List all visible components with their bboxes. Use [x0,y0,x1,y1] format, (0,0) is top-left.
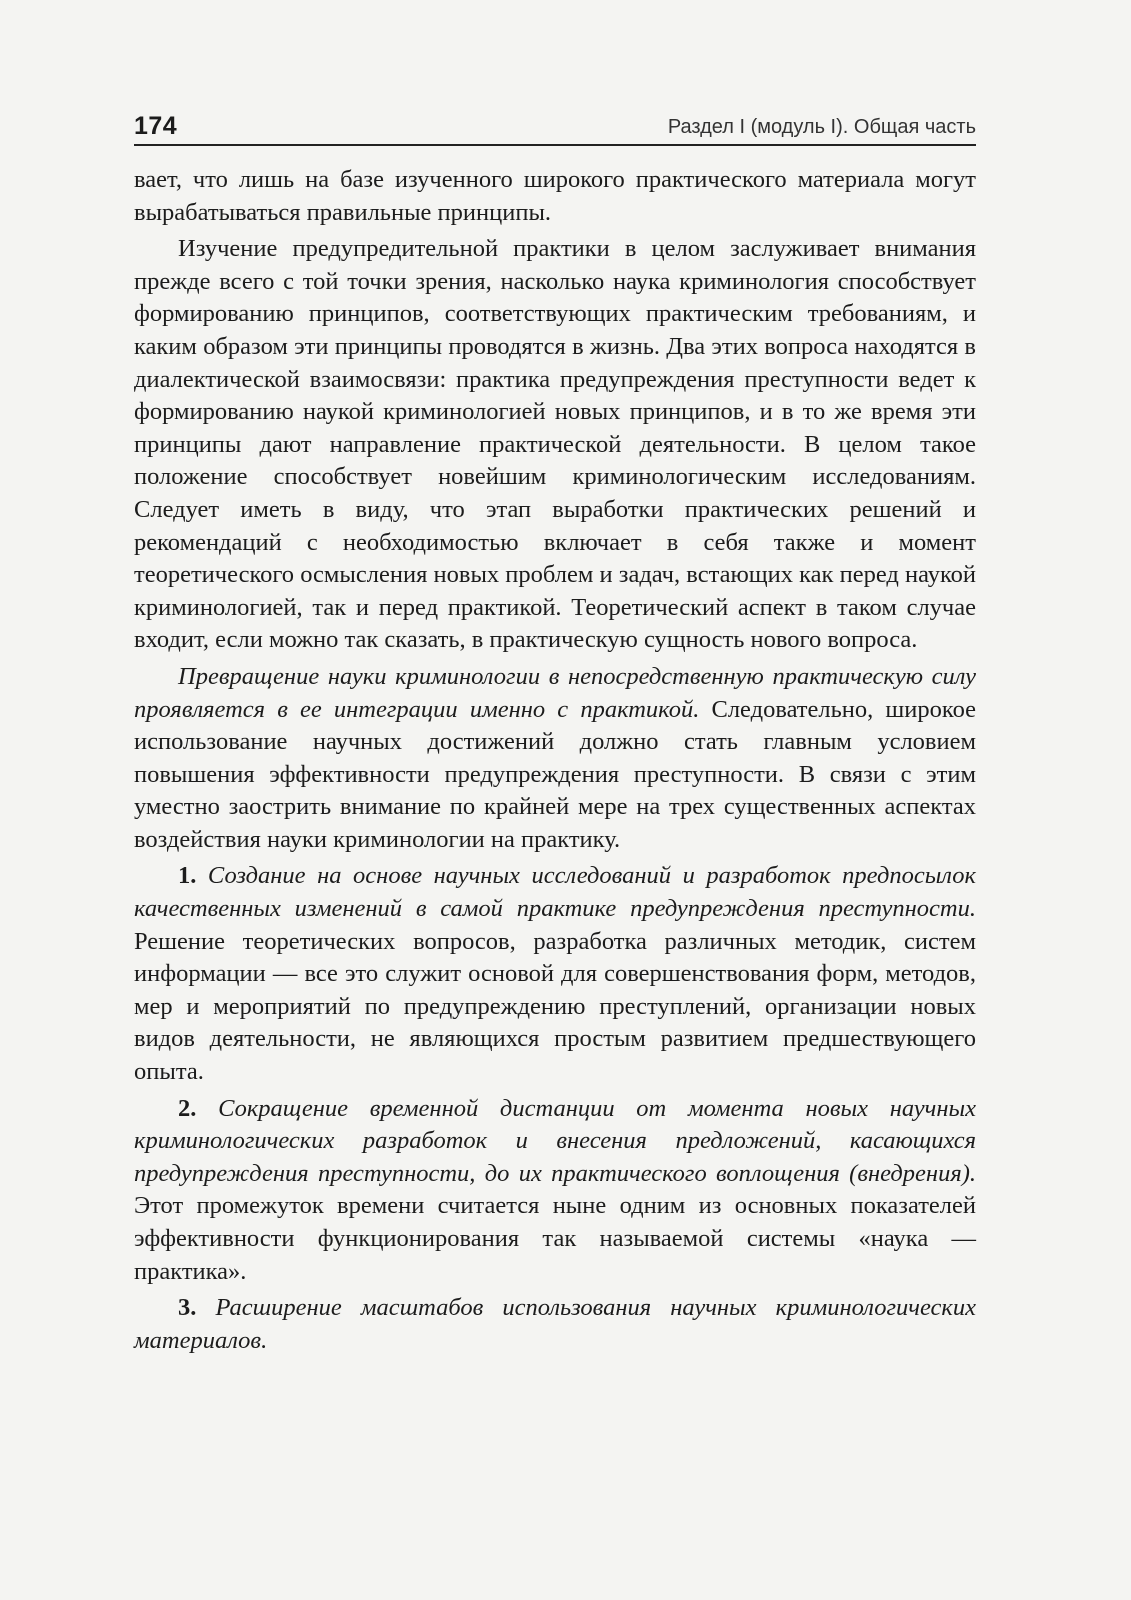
item-number: 3. [178,1294,197,1322]
page-number: 174 [134,112,178,140]
paragraph-text: Этот промежуток времени считается ныне одним из основных показателей эффективности функционирования так называемой системы «наука — практика». [134,1192,976,1285]
emphasis-text: Сокращение временной дистанции от момента новых научных криминологических разработок и внесения предложений, касающихся предупреждения преступности, до их практического воплощения (внедрения). [134,1094,976,1187]
numbered-item-1 [134,860,976,1088]
emphasis-text: Создание на основе научных исследований и разработок предпосылок качественных изменений в самой практике предупреждения преступности. [134,862,976,923]
emphasis-text: Превращение науки криминологии в непосредственную практическую силу проявляется в ее интеграции именно с практикой. [134,662,976,723]
paragraph-text: Следовательно, широкое использование научных достижений должно стать главным условием повышения эффективности предупреждения преступности. В связи с этим уместно заострить внимание по крайней мере на трех существенных аспектах воздействия науки криминологии на практику. [134,695,976,853]
paragraph-text: Решение теоретических вопросов, разработка различных методик, систем информации — все это служит основой для совершенствования форм, методов, мер и мероприятий по предупреждению преступлений, организации новых видов деятельности, не являющихся простым развитием предшествующего опыта. [134,927,976,1086]
page-body [134,164,976,1361]
paragraph-continuation: вает, что лишь на базе изученного широкого практического материала могут вырабатываться правильные принципы. [134,166,976,226]
running-head: Раздел I (модуль I). Общая часть [667,116,976,138]
paragraph-preventive-practice: Изучение предупредительной практики в целом заслуживает внимания прежде всего с той точки зрения, насколько наука криминология способствует формированию принципов, соответствующих практическим требованиям, и каким образом эти принципы проводятся в жизнь. Два этих вопроса находятся в диалектической взаимосвязи: практика предупреждения преступности ведет к формированию наукой криминологией новых принципов, и в то же время эти принципы дают направление практической деятельности. В целом такое положение способствует новейшим криминологическим исследованиям. Следует иметь в виду, что этап выработки практических решений и рекомендаций с необходимостью включает в себя также и момент теоретического осмысления новых проблем и задач, встающих как перед наукой криминологией, так и перед практикой. Теоретический аспект в таком случае входит, если можно так сказать, в практическую сущность нового вопроса. [134,235,976,654]
item-number: 2. [178,1094,197,1122]
numbered-item-2 [134,1093,976,1289]
paragraph-integration [134,661,976,857]
numbered-item-3 [134,1292,976,1357]
emphasis-text: Расширение масштабов использования научных криминологических материалов. [134,1294,976,1354]
item-number: 1. [178,862,197,890]
page-header [134,112,976,146]
